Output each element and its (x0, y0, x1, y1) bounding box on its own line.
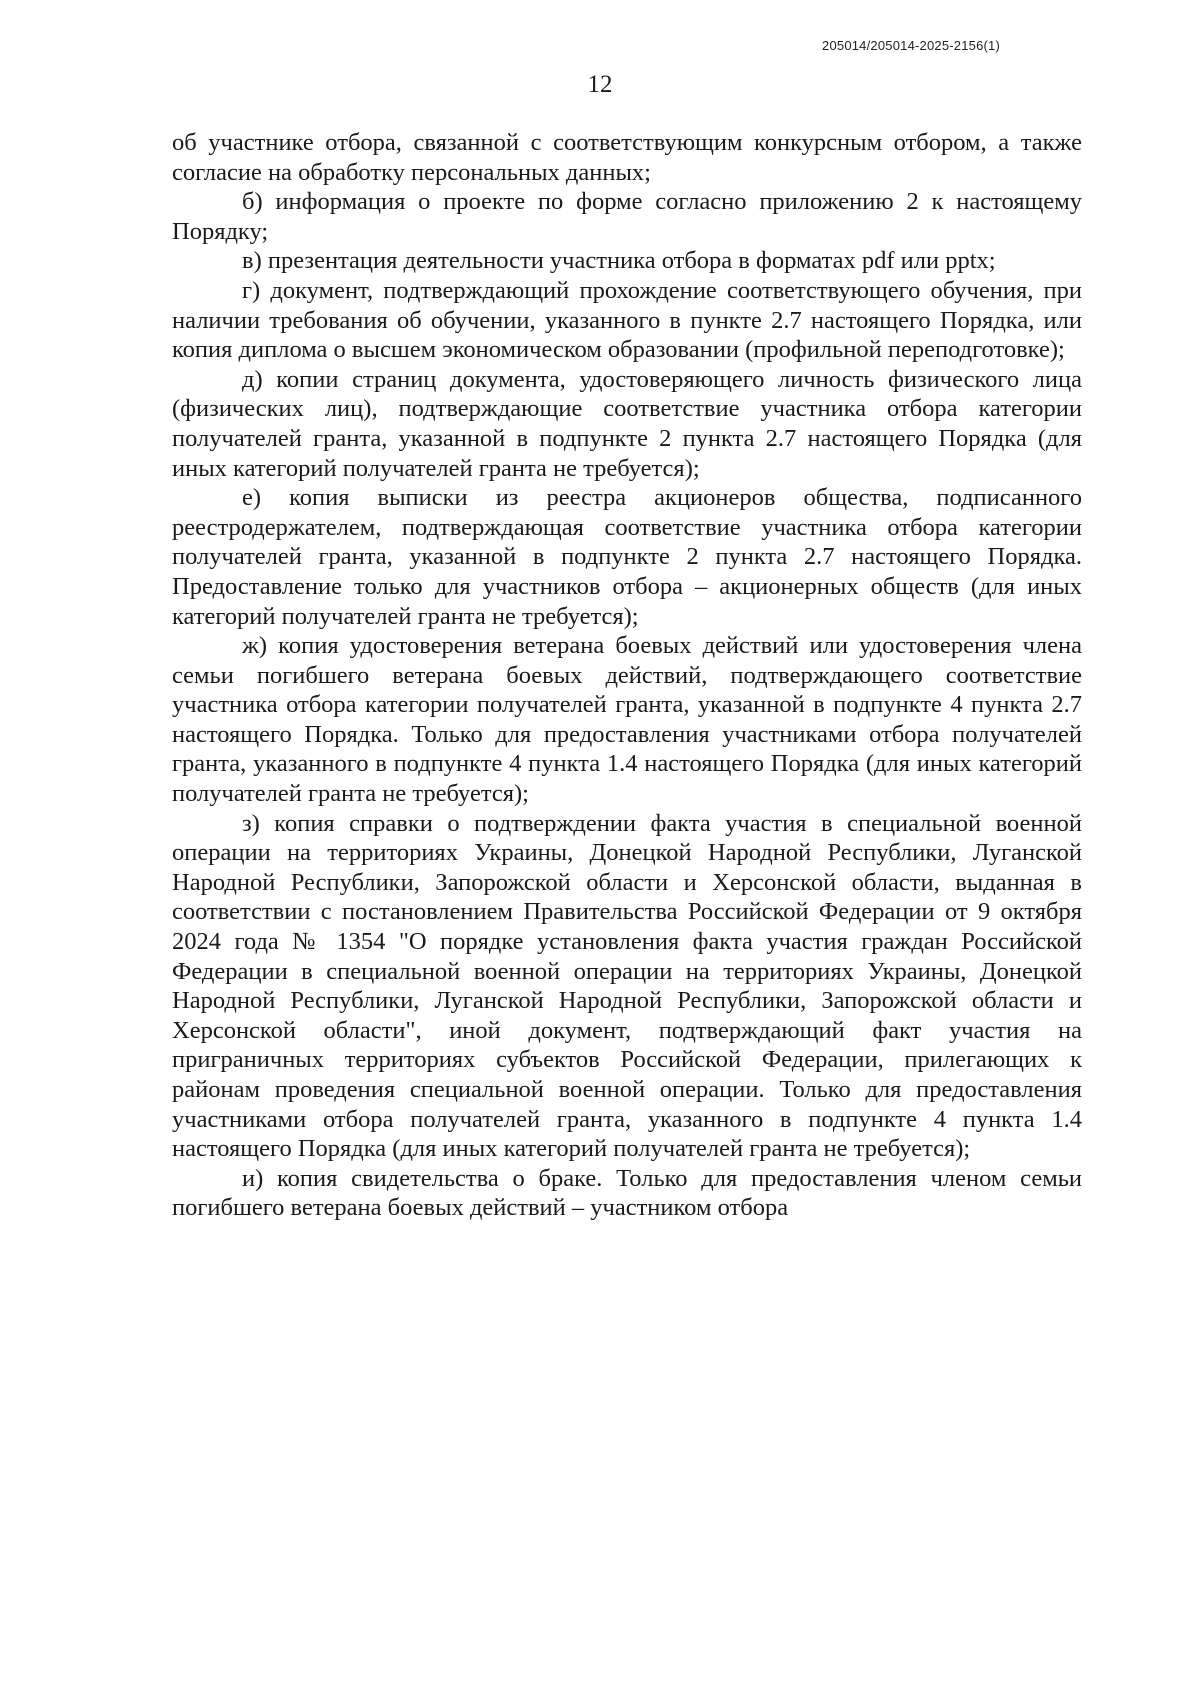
page-number: 12 (587, 71, 613, 98)
list-item-d: д) копии страниц документа, удостоверяющего личность физического лица (физических лиц), подтверждающие соответствие участника отбора категории получателей гранта, указанной в подпункте 2 пункта 2.7 настоящего Порядка (для иных категорий получателей гранта не требуется); (172, 365, 1082, 482)
list-item-zh: ж) копия удостоверения ветерана боевых действий или удостоверения члена семьи погибшего ветерана боевых действий, подтверждающего соответствие участника отбора категории получателей гранта, указанной в подпункте 4 пункта 2.7 настоящего Порядка. Только для предоставления участниками отбора получателей гранта, указанного в подпункте 4 пункта 1.4 настоящего Порядка (для иных категорий получателей гранта не требуется); (172, 632, 1082, 808)
document-body (172, 128, 1082, 1223)
document-id: 205014/205014-2025-2156(1) (822, 38, 1000, 53)
list-item-b: б) информация о проекте по форме согласно приложению 2 к настоящему Порядку; (172, 188, 1082, 245)
list-item-v: в) презентация деятельности участника отбора в форматах pdf или pptx; (242, 247, 996, 275)
list-item-g: г) документ, подтверждающий прохождение соответствующего обучения, при наличии требования об обучении, указанного в пункте 2.7 настоящего Порядка, или копия диплома о высшем экономическом образовании (профильной переподготовке); (172, 276, 1082, 364)
list-item-z: з) копия справки о подтверждении факта участия в специальной военной операции на территориях Украины, Донецкой Народной Республики, Луганской Народной Республики, Запорожской области и Херсонской области, выданная в соответствии с постановлением Правительства Российской Федерации от 9 октября 2024 года № 1354 "О порядке установления факта участия граждан Российской Федерации в специальной военной операции на территориях Украины, Донецкой Народной Республики, Луганской Народной Республики, Запорожской области и Херсонской области", иной документ, подтверждающий факт участия на приграничных территориях субъектов Российской Федерации, прилегающих к районам проведения специальной военной операции. Только для предоставления участниками отбора получателей гранта, указанного в подпункте 4 пункта 1.4 настоящего Порядка (для иных категорий получателей гранта не требуется); (172, 809, 1082, 1163)
paragraph-continuation: об участнике отбора, связанной с соответствующим конкурсным отбором, а также согласие на обработку персональных данных; (172, 129, 1082, 186)
list-item-e: е) копия выписки из реестра акционеров общества, подписанного реестродержателем, подтверждающая соответствие участника отбора категории получателей гранта, указанной в подпункте 2 пункта 2.7 настоящего Порядка. Предоставление только для участников отбора – акционерных обществ (для иных категорий получателей гранта не требуется); (172, 484, 1082, 630)
list-item-i: и) копия свидетельства о браке. Только для предоставления членом семьи погибшего ветерана боевых действий – участником отбора (172, 1164, 1082, 1222)
